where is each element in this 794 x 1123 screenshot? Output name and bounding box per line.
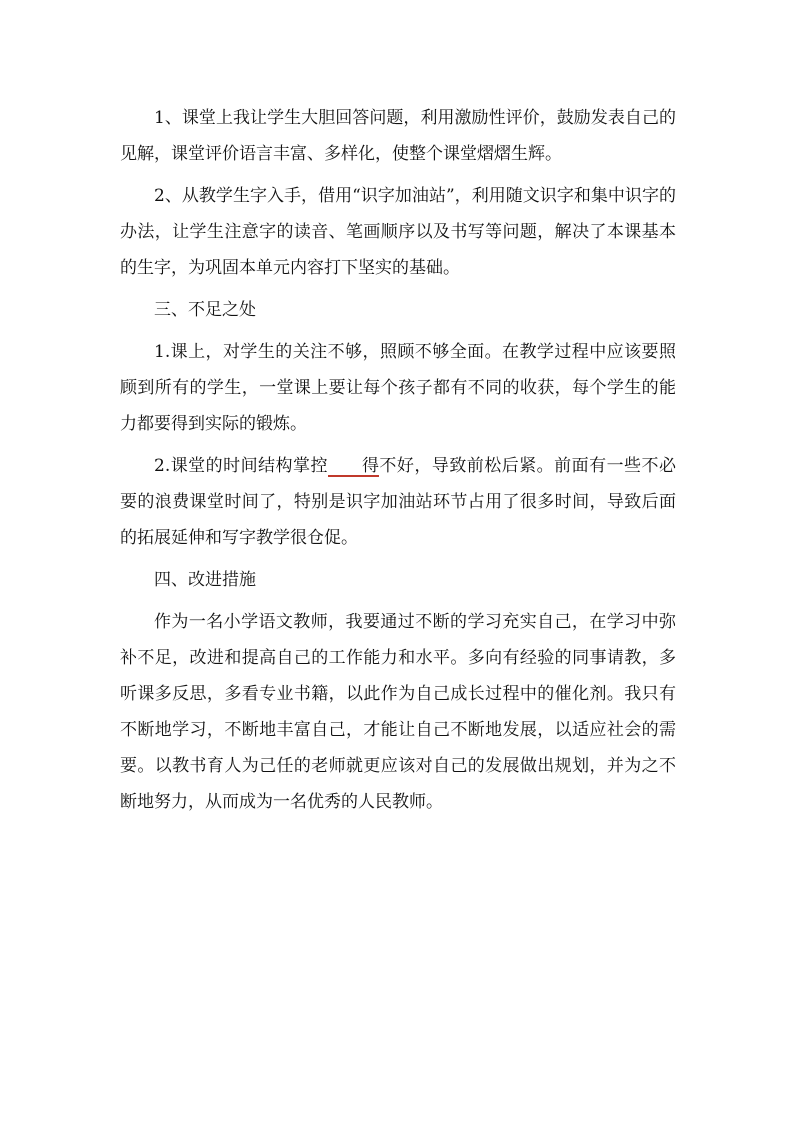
section-heading-shortcomings: 三、不足之处: [154, 300, 256, 320]
paragraph-3: 1.课上，对学生的关注不够，照顾不够全面。在教学过程中应该要照顾到所有的学生，一堂课上要让每个孩子都有不同的收获，每个学生的能力都要得到实际的锻炼。: [120, 342, 676, 434]
document-body: [120, 100, 676, 826]
paragraph-4-end: 不好，导致前松后紧。前面有一些不必要的浪费课堂时间了，特别是识字加油站环节占用了很多时间，导致后面的拓展延伸和写字教学很仓促。: [120, 456, 676, 548]
paragraph-4-start: 2.课堂的时间结构掌控: [154, 456, 328, 476]
paragraph-5: 作为一名小学语文教师，我要通过不断的学习充实自己，在学习中弥补不足，改进和提高自己的工作能力和水平。多向有经验的同事请教，多听课多反思，多看专业书籍，以此作为自己成长过程中的催化剂。我只有不断地学习，不断地丰富自己，才能让自己不断地发展，以适应社会的需要。以教书育人为己任的老师就更应该对自己的发展做出规划，并为之不断地努力，从而成为一名优秀的人民教师。: [120, 612, 676, 812]
paragraph-4: [120, 448, 676, 556]
paragraph-1: 1、课堂上我让学生大胆回答问题，利用激励性评价，鼓励发表自己的见解，课堂评价语言丰富、多样化，使整个课堂熠熠生辉。: [120, 108, 676, 164]
paragraph-2: 2、从教学生字入手，借用“识字加油站”，利用随文识字和集中识字的办法，让学生注意字的读音、笔画顺序以及书写等问题，解决了本课基本的生字，为巩固本单元内容打下坚实的基础。: [120, 186, 676, 278]
spellcheck-marked-word: 得: [328, 458, 379, 477]
section-heading-improvements: 四、改进措施: [154, 570, 256, 590]
